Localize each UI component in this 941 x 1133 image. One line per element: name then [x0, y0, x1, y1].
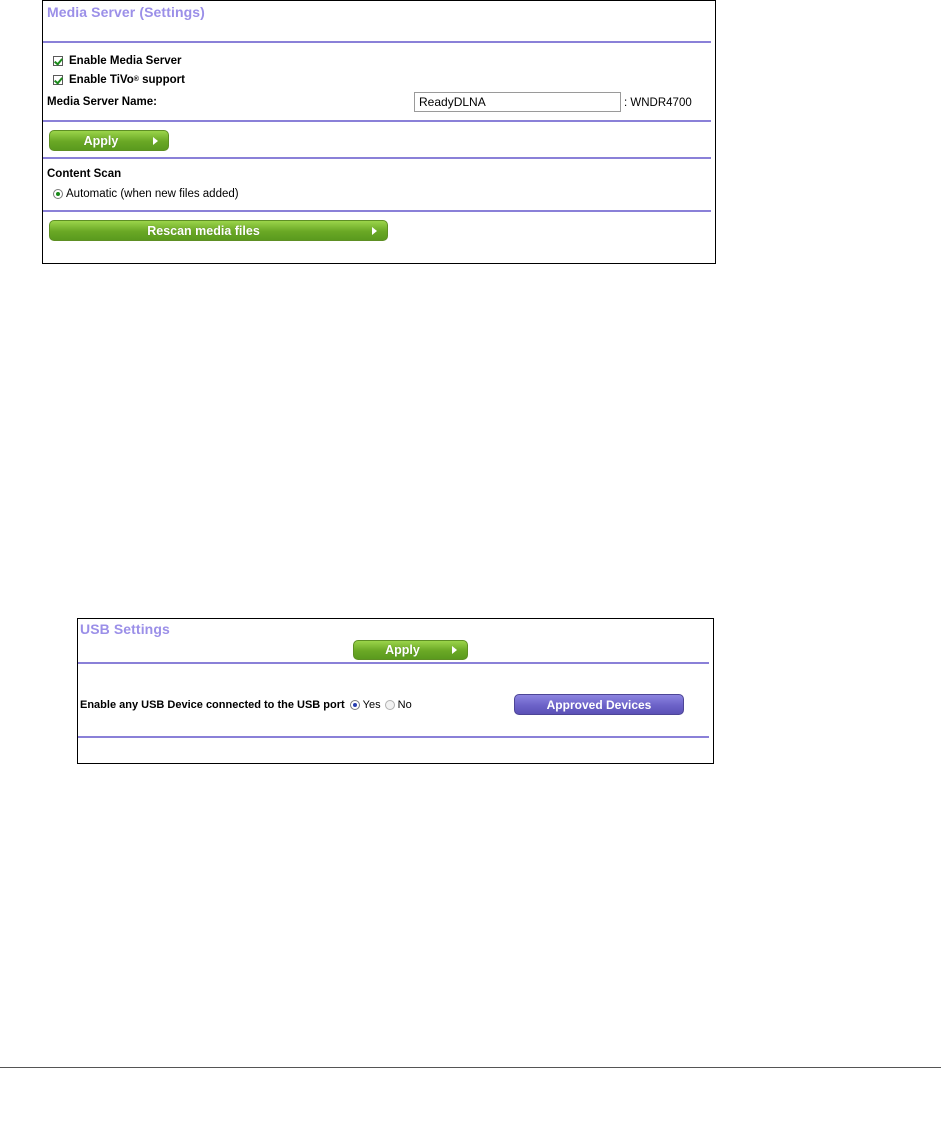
enable-tivo-label-prefix: Enable TiVo — [69, 74, 134, 86]
arrow-right-icon — [372, 227, 377, 235]
arrow-right-icon — [452, 646, 457, 654]
apply-button[interactable] — [49, 130, 169, 151]
enable-media-server-label: Enable Media Server — [69, 55, 182, 67]
enable-tivo-checkbox[interactable] — [53, 75, 63, 85]
usb-yes-label: Yes — [362, 699, 381, 711]
usb-settings-title: USB Settings — [80, 621, 170, 637]
usb-no-label: No — [397, 699, 412, 711]
apply-button-label: Apply — [83, 133, 119, 148]
approved-devices-label: Approved Devices — [546, 697, 652, 712]
content-scan-label: Content Scan — [47, 168, 122, 180]
usb-yes-radio[interactable] — [350, 700, 360, 710]
checkmark-icon — [54, 56, 63, 65]
divider — [78, 736, 709, 738]
enable-tivo-label-suffix: support — [138, 74, 185, 86]
page-footer-divider — [0, 1067, 941, 1068]
media-server-name-suffix: : WNDR4700 — [624, 97, 692, 109]
media-server-panel — [42, 0, 716, 264]
enable-usb-label: Enable any USB Device connected to the USB port — [80, 699, 345, 711]
automatic-scan-option[interactable] — [53, 188, 239, 200]
automatic-scan-radio[interactable] — [53, 189, 63, 199]
media-server-title: Media Server (Settings) — [47, 4, 205, 20]
media-server-name-label: Media Server Name: — [47, 96, 157, 108]
usb-no-radio[interactable] — [385, 700, 395, 710]
enable-usb-row — [80, 699, 412, 711]
usb-apply-button-label: Apply — [385, 643, 420, 657]
approved-devices-button[interactable] — [514, 694, 684, 715]
enable-media-server-checkbox[interactable] — [53, 56, 63, 66]
enable-tivo-row[interactable]: Enable TiVo ® support — [53, 74, 185, 86]
divider — [43, 210, 711, 212]
automatic-scan-label: Automatic (when new files added) — [66, 188, 239, 200]
divider — [43, 41, 711, 43]
usb-settings-panel — [77, 618, 714, 764]
rescan-button-label: Rescan media files — [147, 223, 260, 238]
checkmark-icon — [54, 75, 63, 84]
divider — [78, 662, 709, 664]
enable-media-server-row[interactable] — [53, 55, 182, 67]
divider — [43, 120, 711, 122]
arrow-right-icon — [153, 137, 158, 145]
rescan-media-files-button[interactable] — [49, 220, 388, 241]
divider — [43, 157, 711, 159]
media-server-name-input[interactable] — [414, 92, 621, 112]
usb-apply-button[interactable] — [353, 640, 468, 660]
